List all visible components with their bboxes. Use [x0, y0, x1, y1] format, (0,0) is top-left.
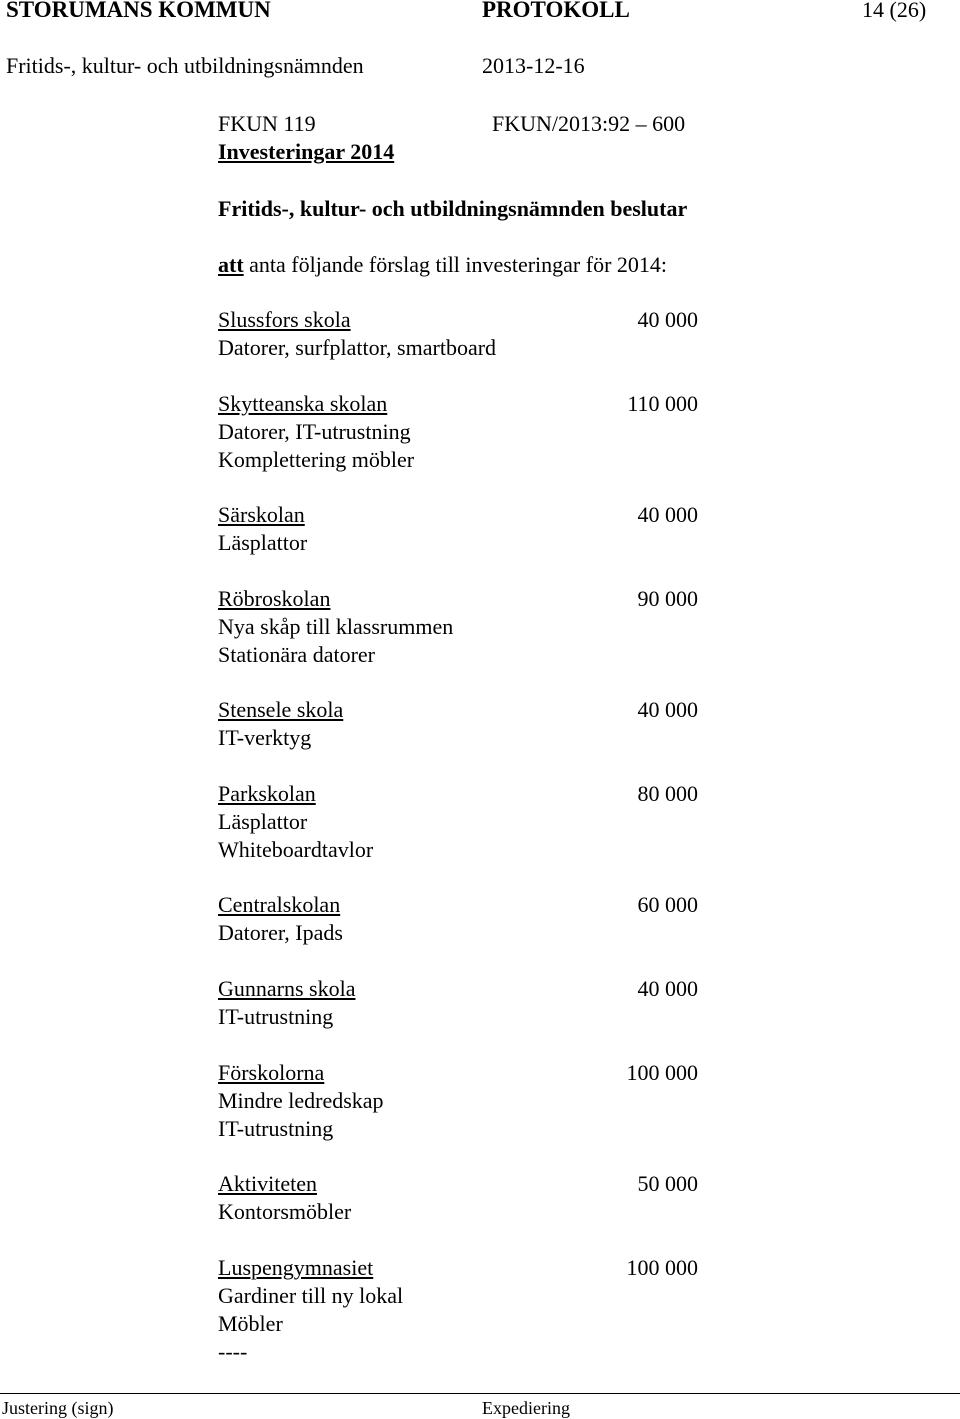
school-name: Förskolorna — [218, 1060, 325, 1085]
investment-item-header — [218, 1170, 698, 1198]
case-title: Investeringar 2014 — [218, 139, 395, 164]
decision-heading: Fritids-, kultur- och utbildningsnämnden beslutar — [218, 196, 688, 221]
case-reference: FKUN/2013:92 – 600 — [492, 111, 686, 136]
school-name: Gunnarns skola — [218, 976, 356, 1001]
investment-item — [218, 975, 698, 1031]
school-name: Skytteanska skolan — [218, 391, 388, 416]
investment-detail: IT-verktyg — [218, 725, 312, 750]
investment-amount: 80 000 — [637, 781, 698, 806]
school-name: Parkskolan — [218, 781, 316, 806]
school-name: Aktiviteten — [218, 1171, 317, 1196]
investment-amount: 50 000 — [637, 1171, 698, 1196]
investment-item — [218, 306, 698, 362]
investment-item — [218, 1059, 698, 1143]
investment-item-header — [218, 306, 698, 334]
footer-divider — [0, 1393, 960, 1394]
investment-amount: 100 000 — [626, 1255, 698, 1280]
school-name: Luspengymnasiet — [218, 1255, 374, 1280]
investment-item — [218, 780, 698, 864]
att-keyword: att — [218, 252, 244, 277]
investment-item-header — [218, 780, 698, 808]
investment-amount: 100 000 — [626, 1060, 698, 1085]
investment-amount: 90 000 — [637, 586, 698, 611]
investment-detail: Möbler — [218, 1311, 283, 1336]
school-name: Slussfors skola — [218, 307, 351, 332]
investment-item — [218, 696, 698, 752]
investment-item-header — [218, 1254, 698, 1282]
investment-item — [218, 390, 698, 474]
doc-type: PROTOKOLL — [482, 0, 630, 22]
investment-item-header — [218, 1059, 698, 1087]
investment-item-header — [218, 696, 698, 724]
investment-detail: Kontorsmöbler — [218, 1199, 352, 1224]
case-number: FKUN 119 — [218, 111, 316, 136]
decision-text — [218, 251, 667, 279]
investment-item — [218, 1170, 698, 1226]
investment-detail: Whiteboardtavlor — [218, 837, 374, 862]
investment-item-header — [218, 585, 698, 613]
investment-amount: 60 000 — [637, 892, 698, 917]
decision-body: anta följande förslag till investeringar för 2014: — [249, 252, 668, 277]
investment-detail: Stationära datorer — [218, 642, 375, 667]
investment-item-header — [218, 891, 698, 919]
footer-expediering: Expediering — [482, 1398, 570, 1418]
page-number: 14 (26) — [862, 0, 927, 22]
meeting-date: 2013-12-16 — [482, 53, 585, 78]
school-name: Röbroskolan — [218, 586, 331, 611]
school-name: Särskolan — [218, 502, 305, 527]
footer-justering: Justering (sign) — [2, 1398, 114, 1418]
org-name: STORUMANS KOMMUN — [6, 0, 271, 22]
investment-detail: IT-utrustning — [218, 1004, 334, 1029]
investment-item-header — [218, 975, 698, 1003]
committee-name: Fritids-, kultur- och utbildningsnämnden — [6, 53, 364, 78]
investment-detail: Komplettering möbler — [218, 447, 415, 472]
investment-detail: ---- — [218, 1339, 248, 1364]
investment-detail: Datorer, Ipads — [218, 920, 343, 945]
investment-detail: IT-utrustning — [218, 1116, 334, 1141]
investment-item-header — [218, 501, 698, 529]
investment-amount: 40 000 — [637, 502, 698, 527]
investment-detail: Datorer, IT-utrustning — [218, 419, 411, 444]
investment-item-header — [218, 390, 698, 418]
investment-amount: 40 000 — [637, 697, 698, 722]
investment-amount: 40 000 — [637, 307, 698, 332]
investment-item — [218, 1254, 698, 1366]
investment-detail: Datorer, surfplattor, smartboard — [218, 335, 497, 360]
investment-amount: 40 000 — [637, 976, 698, 1001]
investment-item — [218, 585, 698, 669]
investment-detail: Läsplattor — [218, 809, 308, 834]
investment-detail: Nya skåp till klassrummen — [218, 614, 454, 639]
investment-detail: Läsplattor — [218, 530, 308, 555]
school-name: Centralskolan — [218, 892, 341, 917]
investment-item — [218, 891, 698, 947]
school-name: Stensele skola — [218, 697, 344, 722]
investment-detail: Gardiner till ny lokal — [218, 1283, 404, 1308]
investment-item — [218, 501, 698, 557]
investment-detail: Mindre ledredskap — [218, 1088, 384, 1113]
investment-amount: 110 000 — [627, 391, 698, 416]
